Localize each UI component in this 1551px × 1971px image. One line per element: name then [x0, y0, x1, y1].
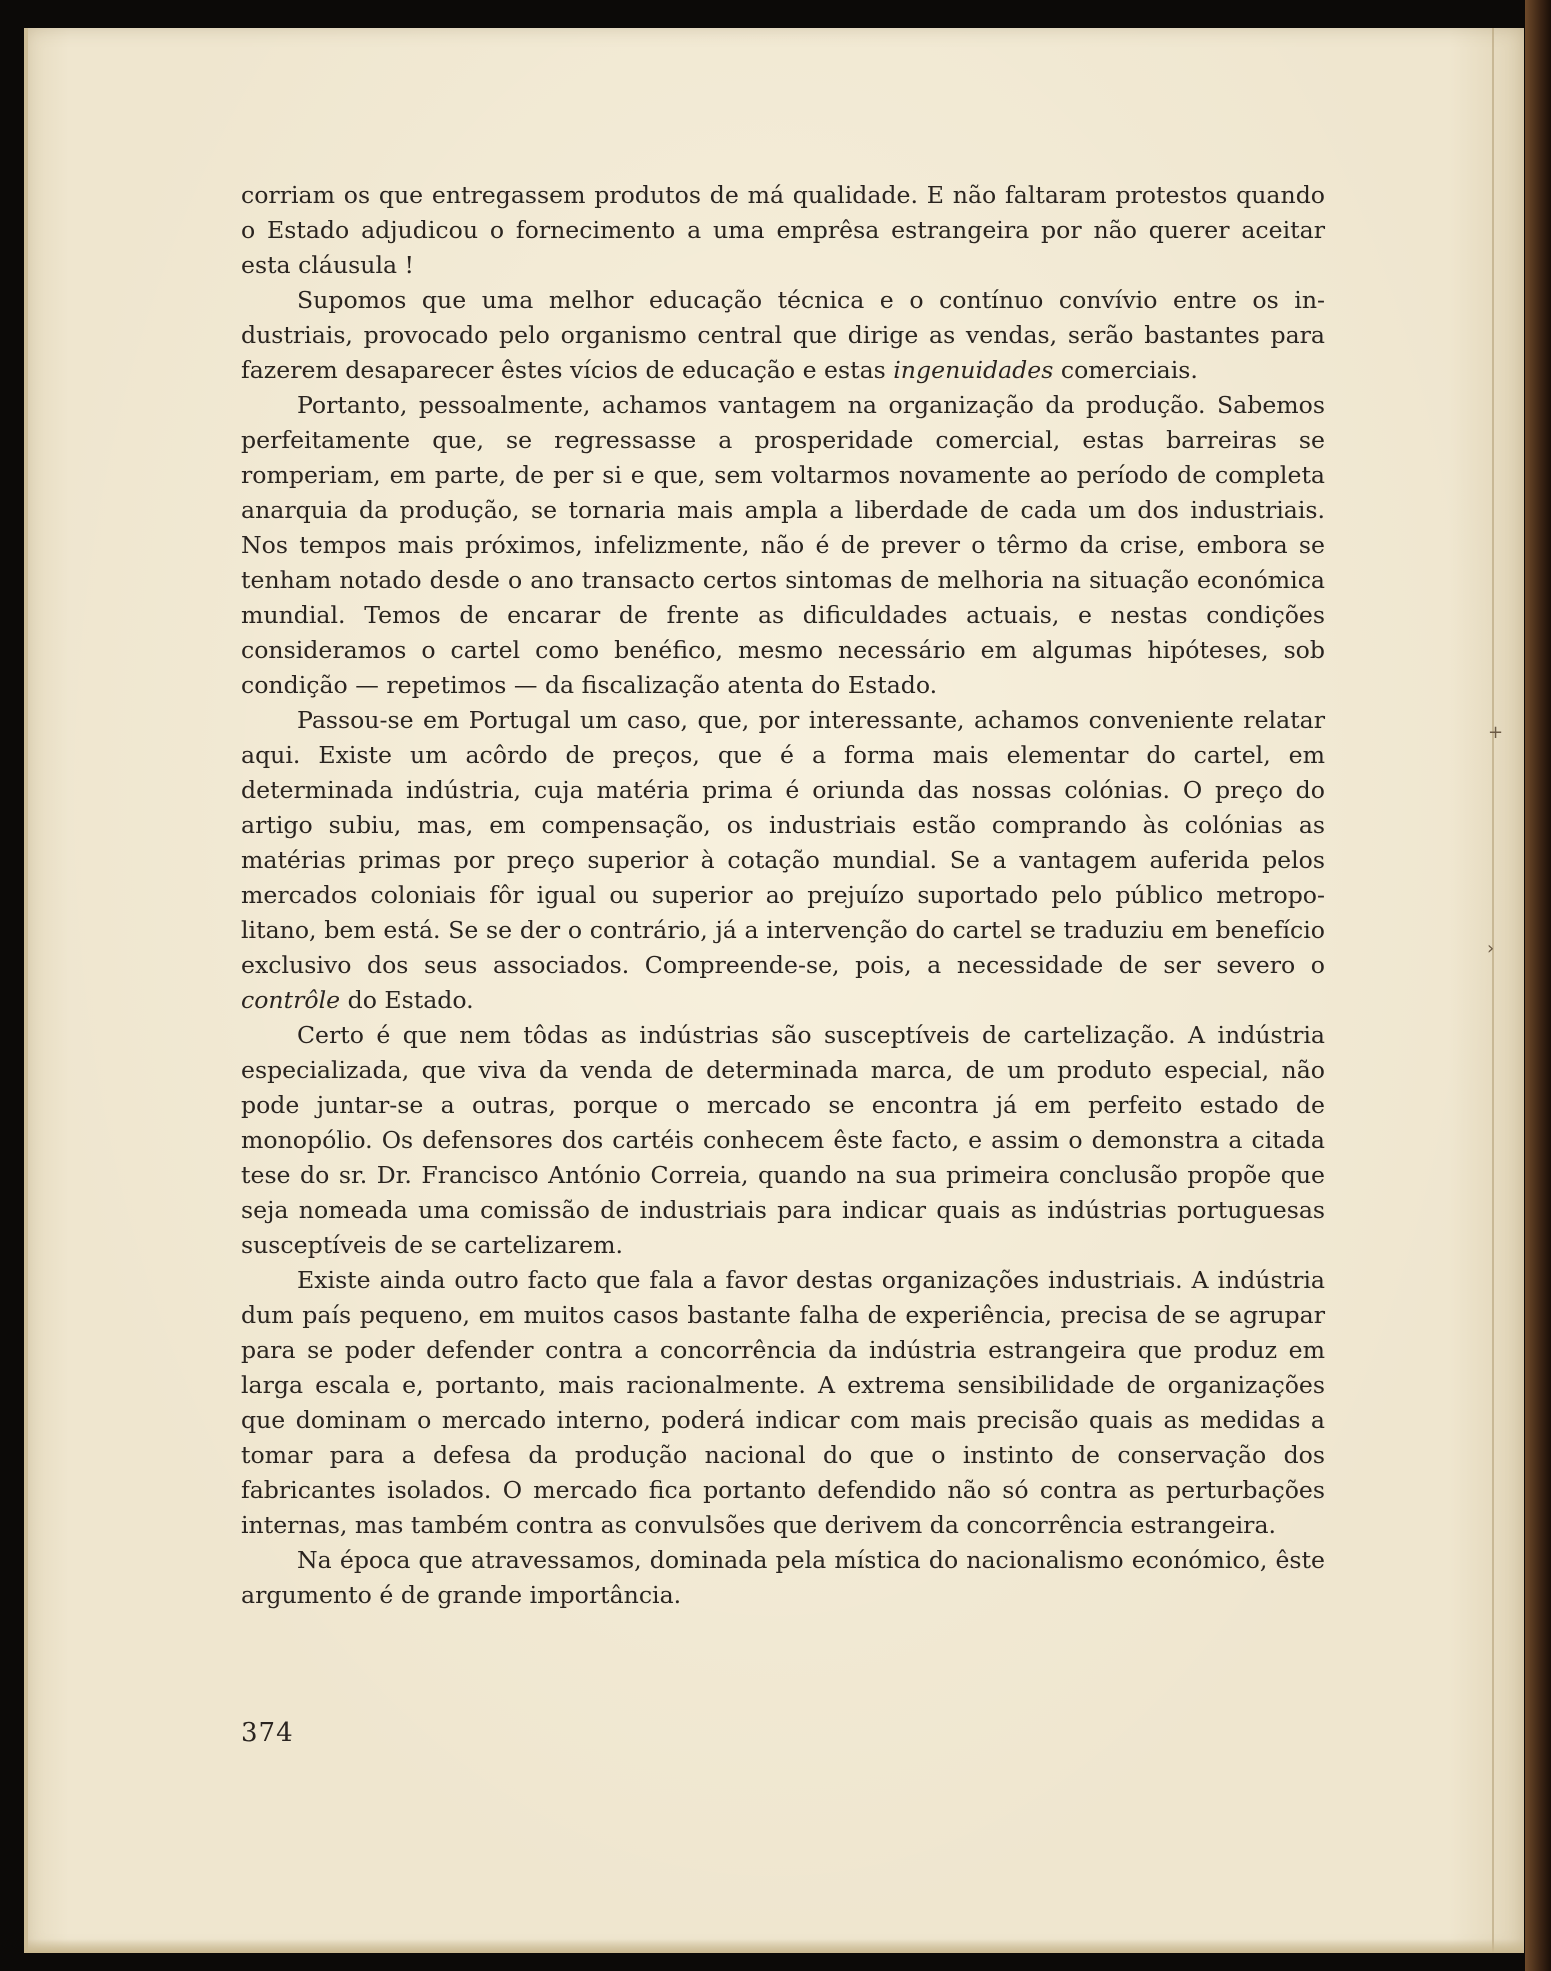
page-right-edge — [1492, 28, 1494, 1953]
paragraph — [241, 178, 1325, 283]
book-binding-edge — [1525, 0, 1551, 1971]
text-run: Na época que atravessamos, dominada pela mística do nacionalismo económico, êste argumento é de grande importância. — [241, 1546, 1325, 1609]
italic-text: ingenuidades — [893, 356, 1054, 384]
text-run: corriam os que entregassem produtos de má qualidade. E não faltaram protestos quando o Estado adjudicou o fornecimento a uma emprêsa estrangeira por não querer aceitar esta cláusula ! — [241, 181, 1325, 279]
paragraph — [241, 283, 1325, 388]
text-run: comerciais. — [1053, 356, 1198, 384]
text-run: Passou-se em Portugal um caso, que, por interessante, achamos conveniente relatar aqui. Existe um acôrdo de preços, que é a forma mais elementar do cartel, em determinada indústria, cuja matéria prima é oriunda das nossas colónias. O preço do artigo subiu, mas, em compensação, os industriais estão comprando às colónias as matérias primas por preço superior à cotação mundial. Se a vantagem auferida pelos mercados coloniais fôr igual ou superior ao prejuízo suportado pelo público metropolitano, bem está. Se se der o contrário, já a intervenção do cartel se traduziu em benefício exclusivo dos seus associados. Compreende-se, pois, a necessidade de ser severo o — [241, 706, 1325, 979]
text-run: Supomos que uma melhor educação técnica e o contínuo convívio entre os industriais, provocado pelo organismo central que dirige as vendas, serão bastantes para fazerem desaparecer êstes vícios de educação e estas — [241, 286, 1325, 384]
paragraph — [241, 703, 1325, 1018]
margin-mark-icon: + — [1488, 722, 1504, 743]
body-text — [241, 178, 1325, 1613]
text-run: do Estado. — [340, 986, 474, 1014]
text-run: Portanto, pessoalmente, achamos vantagem na organização da produção. Sabemos perfeitamente que, se regressasse a prosperidade comercial, estas barreiras se romperiam, em parte, de per si e que, sem voltarmos novamente ao período de completa anarquia da produção, se tornaria mais ampla a liberdade de cada um dos industriais. Nos tempos mais próximos, infelizmente, não é de prever o têrmo da crise, embora se tenham notado desde o ano transacto certos sintomas de melhoria na situação económica mundial. Temos de encarar de frente as dificuldades actuais, e nestas condições consideramos o cartel como benéfico, mesmo necessário em algumas hipóteses, sob condição — repetimos — da fiscalização atenta do Estado. — [241, 391, 1325, 699]
paragraph — [241, 1543, 1325, 1613]
margin-mark-icon: › — [1487, 938, 1495, 959]
page-left-edge — [24, 28, 28, 1953]
italic-text: contrôle — [241, 986, 341, 1014]
text-run: Certo é que nem tôdas as indústrias são susceptíveis de cartelização. A indústria especializada, que viva da venda de determinada marca, de um produto especial, não pode juntar-se a outras, porque o mercado se encontra já em perfeito estado de monopólio. Os defensores dos cartéis conhecem êste facto, e assim o demonstra a citada tese do sr. Dr. Francisco António Correia, quando na sua primeira conclusão propõe que seja nomeada uma comissão de industriais para indicar quais as indústrias portuguesas susceptíveis de se cartelizarem. — [241, 1021, 1325, 1259]
page-number: 374 — [241, 1718, 294, 1748]
paragraph — [241, 1018, 1325, 1263]
paragraph — [241, 388, 1325, 703]
text-run: Existe ainda outro facto que fala a favor destas organizações industriais. A indústria dum país pequeno, em muitos casos bastante falha de experiência, precisa de se agrupar para se poder defender contra a concorrência da indústria estrangeira que produz em larga escala e, portanto, mais racionalmente. A extrema sensibilidade de organizações que dominam o mercado interno, poderá indicar com mais precisão quais as medidas a tomar para a defesa da produção nacional do que o instinto de conservação dos fabricantes isolados. O mercado fica portanto defendido não só contra as perturbações internas, mas também contra as convulsões que derivem da concorrência estrangeira. — [241, 1266, 1325, 1539]
paragraph — [241, 1263, 1325, 1543]
page-bottom-edge — [24, 1939, 1524, 1953]
